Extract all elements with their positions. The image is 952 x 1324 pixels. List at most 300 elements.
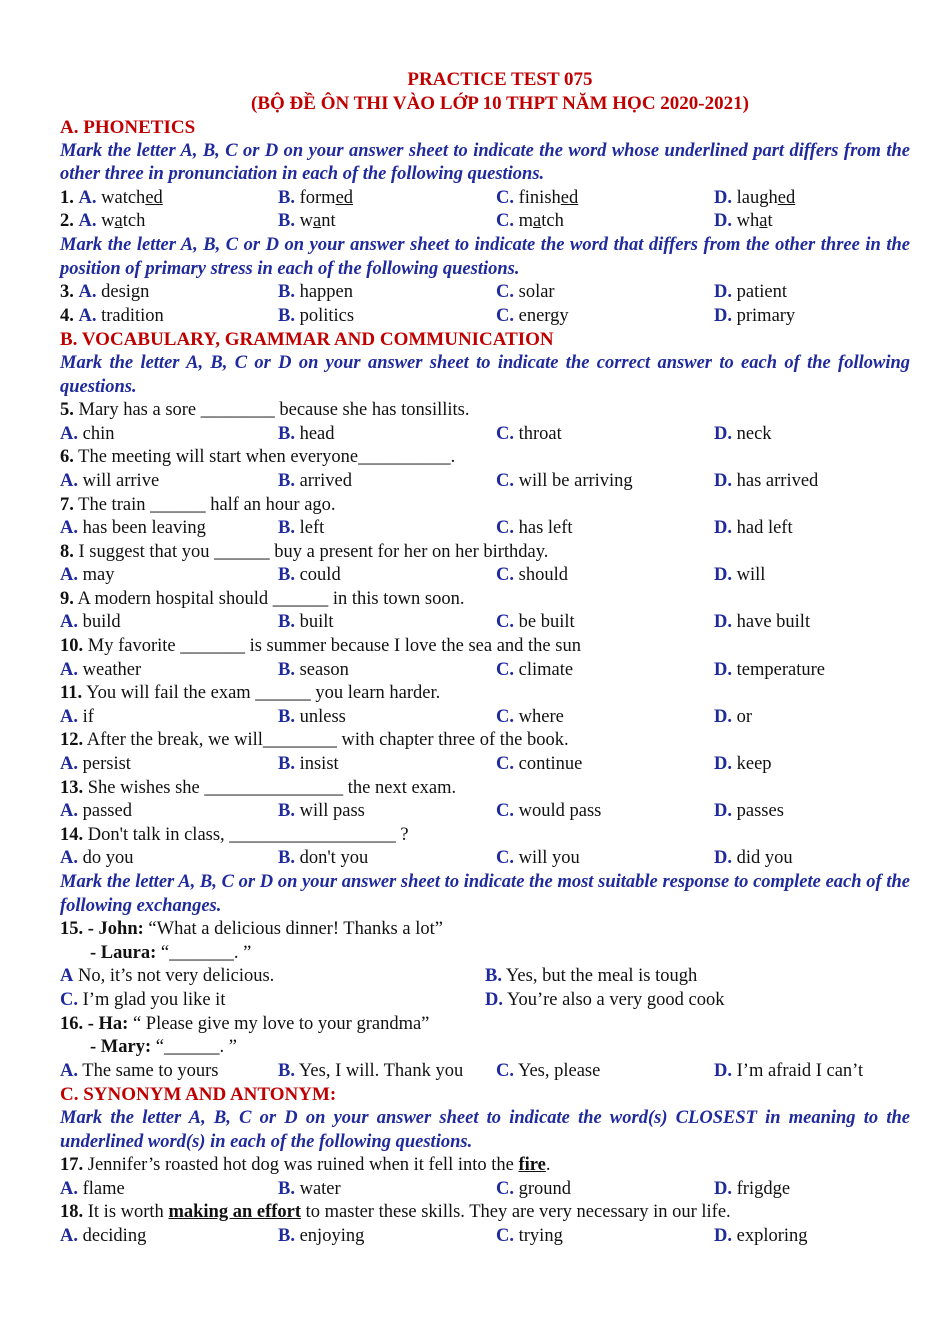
option-b[interactable]	[278, 517, 496, 541]
underlined-part: a	[312, 211, 322, 232]
question-number: 4.	[60, 305, 74, 326]
question-number: 14.	[60, 824, 84, 845]
option-text: happen	[299, 282, 354, 303]
question-11-stem	[60, 682, 910, 706]
option-c[interactable]	[496, 187, 714, 211]
question-text: The meeting will start when everyone__________.	[78, 447, 456, 468]
option-a[interactable]	[60, 517, 278, 541]
option-text: will arrive	[82, 470, 160, 491]
word-part: form	[299, 187, 336, 208]
question-4	[60, 305, 910, 329]
option-text: head	[299, 423, 335, 444]
option-label: A.	[60, 470, 78, 491]
option-d[interactable]	[714, 210, 773, 234]
option-c[interactable]	[496, 1225, 714, 1249]
option-text: has been leaving	[82, 518, 206, 539]
option-text: had left	[736, 518, 793, 539]
option-a[interactable]	[60, 210, 278, 234]
option-c[interactable]	[496, 847, 714, 871]
option-label: B.	[278, 801, 295, 822]
option-text: do you	[82, 848, 134, 869]
option-c[interactable]	[496, 470, 714, 494]
question-18-stem	[60, 1201, 910, 1225]
option-label: A.	[60, 848, 78, 869]
question-15-options-cd	[60, 989, 910, 1013]
dialogue-text: “______. ”	[151, 1037, 237, 1058]
question-number: 8.	[60, 541, 74, 562]
option-label: D.	[714, 754, 732, 775]
question-13-stem	[60, 777, 910, 801]
option-a[interactable]	[60, 965, 485, 989]
option-c[interactable]	[496, 423, 714, 447]
option-text: exploring	[736, 1225, 808, 1246]
option-a[interactable]	[60, 611, 278, 635]
word-part: watch	[101, 187, 146, 208]
option-text: politics	[299, 305, 355, 326]
option-a[interactable]	[60, 1060, 278, 1084]
option-text: I’m glad you like it	[82, 989, 226, 1010]
underlined-keyword: fire	[518, 1155, 546, 1176]
question-6-stem	[60, 446, 910, 470]
option-text: neck	[736, 423, 772, 444]
option-b[interactable]	[278, 1225, 496, 1249]
option-label: B.	[278, 754, 295, 775]
option-label: A.	[60, 706, 78, 727]
question-16-line-2	[60, 1036, 910, 1060]
option-d[interactable]	[714, 706, 752, 730]
question-16-line-1	[60, 1013, 910, 1037]
option-text: left	[299, 518, 325, 539]
option-b[interactable]	[278, 564, 496, 588]
option-label: C.	[496, 211, 514, 232]
speaker-name: - Ha:	[87, 1013, 129, 1034]
instruction-pronunciation: Mark the letter A, B, C or D on your answer sheet to indicate the word whose underlined part differs from the other three in pronunciation in each of the following questions.	[60, 140, 910, 185]
option-label: C.	[496, 282, 514, 303]
section-c-heading: C. SYNONYM AND ANTONYM:	[60, 1084, 337, 1106]
option-text: Yes, I will. Thank you	[298, 1060, 464, 1081]
instruction-closest: Mark the letter A, B, C or D on your answer sheet to indicate the word(s) CLOSEST in meaning to the underlined word(s) in each of the following questions.	[60, 1107, 910, 1152]
option-c[interactable]	[496, 706, 714, 730]
option-c[interactable]	[496, 611, 714, 635]
dialogue-text: “What a delicious dinner! Thanks a lot”	[143, 919, 443, 940]
question-8-stem	[60, 541, 910, 565]
option-label: B.	[278, 282, 295, 303]
option-b[interactable]	[278, 753, 496, 777]
option-c[interactable]	[496, 1178, 714, 1202]
option-a[interactable]	[60, 470, 278, 494]
option-d[interactable]	[714, 305, 795, 329]
option-c[interactable]	[496, 305, 714, 329]
option-label: C.	[496, 470, 514, 491]
option-text: climate	[518, 659, 574, 680]
option-label: C.	[496, 612, 514, 633]
question-9-stem	[60, 588, 910, 612]
option-text: frigdge	[736, 1178, 791, 1199]
option-a[interactable]	[60, 847, 278, 871]
option-c[interactable]	[496, 753, 714, 777]
option-label: D.	[714, 518, 732, 539]
option-c[interactable]	[496, 659, 714, 683]
option-text: energy	[518, 305, 569, 326]
option-label: D.	[714, 423, 732, 444]
option-text: throat	[518, 423, 562, 444]
option-text: enjoying	[299, 1225, 365, 1246]
section-b-heading: B. VOCABULARY, GRAMMAR AND COMMUNICATION	[60, 329, 554, 351]
instruction-stress: Mark the letter A, B, C or D on your answer sheet to indicate the word that differs from the other three in the position of primary stress in each of the following questions.	[60, 234, 910, 279]
word-part: laugh	[736, 187, 778, 208]
option-b[interactable]	[278, 706, 496, 730]
option-d[interactable]	[714, 517, 793, 541]
question-9-options	[60, 611, 910, 635]
option-b[interactable]	[278, 423, 496, 447]
option-a[interactable]	[60, 753, 278, 777]
option-text: solar	[518, 282, 555, 303]
option-c[interactable]	[496, 1060, 714, 1084]
underlined-part: ed	[335, 187, 354, 208]
question-text: After the break, we will________ with chapter three of the book.	[86, 730, 569, 751]
underlined-part: ed	[777, 187, 796, 208]
word-part: w	[101, 211, 115, 232]
option-c[interactable]	[496, 281, 714, 305]
option-d[interactable]	[714, 187, 795, 211]
option-text: would pass	[518, 801, 602, 822]
question-number: 10.	[60, 636, 84, 657]
option-label: D.	[714, 659, 732, 680]
option-text: unless	[299, 706, 346, 727]
question-text: to master these skills. They are very necessary in our life.	[301, 1202, 731, 1223]
option-b[interactable]	[278, 305, 496, 329]
question-number: 3.	[60, 282, 74, 303]
option-text: has arrived	[736, 470, 819, 491]
instruction-exchange: Mark the letter A, B, C or D on your answer sheet to indicate the most suitable response to complete each of the following exchanges.	[60, 872, 910, 916]
question-number: 1.	[60, 187, 74, 208]
option-label: A.	[60, 1060, 78, 1081]
question-12-options	[60, 753, 910, 777]
underlined-part: a	[759, 211, 768, 232]
speaker-name: - John:	[87, 919, 144, 940]
word-part: t	[767, 211, 773, 232]
question-number: 17.	[60, 1155, 84, 1176]
option-label: C.	[496, 706, 514, 727]
option-b[interactable]	[278, 210, 496, 234]
option-label: D.	[714, 1225, 732, 1246]
question-7-stem	[60, 494, 910, 518]
question-17-options	[60, 1178, 910, 1202]
question-number: 2.	[60, 211, 74, 232]
option-label: C.	[496, 848, 514, 869]
option-d[interactable]	[714, 611, 810, 635]
option-text: deciding	[82, 1225, 147, 1246]
option-label: D.	[485, 989, 503, 1010]
test-subtitle: (BỘ ĐỀ ÔN THI VÀO LỚP 10 THPT NĂM HỌC 2020-2021)	[251, 93, 749, 114]
option-label: C.	[496, 565, 514, 586]
option-a[interactable]	[60, 564, 278, 588]
question-1	[60, 187, 910, 211]
option-text: passed	[82, 801, 132, 822]
question-10-stem	[60, 635, 910, 659]
option-label: D.	[714, 470, 732, 491]
option-text: passes	[736, 801, 784, 822]
question-12-stem	[60, 729, 910, 753]
option-c[interactable]	[60, 989, 485, 1013]
option-label: A.	[60, 659, 78, 680]
option-text: arrived	[299, 470, 352, 491]
option-text: has left	[518, 518, 573, 539]
word-part: m	[518, 211, 534, 232]
question-14-stem	[60, 824, 910, 848]
option-label: A.	[60, 754, 78, 775]
question-15-line-2	[60, 942, 910, 966]
option-text: weather	[82, 659, 142, 680]
question-10-options	[60, 659, 910, 683]
option-text: Yes, but the meal is tough	[505, 966, 698, 987]
option-c[interactable]	[496, 210, 714, 234]
word-part: tch	[122, 211, 146, 232]
option-label: C.	[496, 1060, 514, 1081]
exam-page	[60, 68, 910, 1249]
option-c[interactable]	[496, 564, 714, 588]
option-text: have built	[736, 612, 811, 633]
option-a[interactable]	[60, 281, 278, 305]
word-part: nt	[321, 211, 336, 232]
question-number: 7.	[60, 494, 74, 515]
question-text: The train ______ half an hour ago.	[78, 494, 336, 515]
option-text: temperature	[736, 659, 825, 680]
option-b[interactable]	[278, 1178, 496, 1202]
question-2	[60, 210, 910, 234]
question-number: 13.	[60, 777, 84, 798]
option-b[interactable]	[278, 281, 496, 305]
option-d[interactable]	[714, 281, 787, 305]
option-a[interactable]	[60, 1178, 278, 1202]
option-b[interactable]	[278, 847, 496, 871]
option-text: tradition	[101, 305, 164, 326]
question-text: Jennifer’s roasted hot dog was ruined when it fell into the	[87, 1155, 519, 1176]
question-17-stem	[60, 1154, 910, 1178]
question-number: 6.	[60, 447, 74, 468]
question-text: My favorite _______ is summer because I love the sea and the sun	[87, 636, 581, 657]
question-text: She wishes she _______________ the next exam.	[87, 777, 457, 798]
option-d[interactable]	[714, 423, 772, 447]
section-a-heading: A. PHONETICS	[60, 117, 196, 138]
option-label: D.	[714, 801, 732, 822]
option-label: C.	[496, 1225, 514, 1246]
underlined-part: ed	[560, 187, 579, 208]
option-label: B.	[278, 659, 295, 680]
option-label: D.	[714, 565, 732, 586]
option-label: D.	[714, 211, 732, 232]
option-label: A.	[60, 612, 78, 633]
option-text: don't you	[299, 848, 369, 869]
option-a[interactable]	[60, 423, 278, 447]
option-text: I’m afraid I can’t	[736, 1060, 864, 1081]
option-text: did you	[736, 848, 793, 869]
question-11-options	[60, 706, 910, 730]
question-number: 15.	[60, 919, 84, 940]
option-text: should	[518, 565, 568, 586]
option-b[interactable]	[278, 800, 496, 824]
option-text: primary	[736, 305, 796, 326]
question-8-options	[60, 564, 910, 588]
option-label: A.	[78, 282, 97, 303]
dialogue-text: “_______. ”	[156, 942, 252, 963]
question-14-options	[60, 847, 910, 871]
underlined-part: ed	[145, 187, 163, 208]
option-a[interactable]	[60, 800, 278, 824]
option-d[interactable]	[714, 1225, 808, 1249]
option-b[interactable]	[278, 611, 496, 635]
dialogue-text: “ Please give my love to your grandma”	[128, 1013, 430, 1034]
question-15-line-1	[60, 918, 910, 942]
option-label: B.	[278, 518, 295, 539]
option-text: may	[82, 565, 115, 586]
option-a[interactable]	[60, 305, 278, 329]
option-label: C.	[496, 1178, 514, 1199]
option-text: keep	[736, 754, 772, 775]
question-13-options	[60, 800, 910, 824]
option-a[interactable]	[60, 706, 278, 730]
option-text: trying	[518, 1225, 563, 1246]
option-text: continue	[518, 754, 583, 775]
speaker-name: - Laura:	[90, 942, 157, 963]
option-label: A.	[60, 801, 78, 822]
option-label: B.	[278, 1225, 295, 1246]
question-3	[60, 281, 910, 305]
option-a[interactable]	[60, 659, 278, 683]
option-label: A.	[60, 1225, 78, 1246]
question-text: Mary has a sore ________ because she has tonsillits.	[78, 400, 470, 421]
word-part: w	[299, 211, 313, 232]
option-a[interactable]	[60, 187, 278, 211]
question-text: Don't talk in class, __________________ ?	[87, 824, 409, 845]
question-text: .	[545, 1155, 551, 1176]
option-label: C.	[496, 423, 514, 444]
option-text: flame	[82, 1178, 125, 1199]
option-label: D.	[714, 282, 732, 303]
option-d[interactable]	[714, 1060, 863, 1084]
option-text: The same to yours	[82, 1060, 219, 1081]
option-text: build	[82, 612, 121, 633]
option-text: will be arriving	[518, 470, 633, 491]
speaker-name: - Mary:	[90, 1037, 152, 1058]
underlined-keyword: making an effort	[168, 1202, 302, 1223]
option-b[interactable]	[278, 187, 496, 211]
option-text: chin	[82, 423, 115, 444]
option-label: C.	[496, 518, 514, 539]
option-d[interactable]	[714, 564, 765, 588]
option-b[interactable]	[278, 1060, 496, 1084]
option-label: B.	[278, 612, 295, 633]
option-c[interactable]	[496, 517, 714, 541]
question-text: It is worth	[87, 1202, 169, 1223]
option-c[interactable]	[496, 800, 714, 824]
question-text: You will fail the exam ______ you learn harder.	[86, 683, 441, 704]
option-label: D.	[714, 305, 732, 326]
option-d[interactable]	[714, 800, 784, 824]
option-text: will pass	[299, 801, 365, 822]
word-part: tch	[541, 211, 564, 232]
option-label: B.	[485, 966, 502, 987]
question-number: 9.	[60, 588, 74, 609]
option-d[interactable]	[714, 1178, 790, 1202]
option-d[interactable]	[714, 847, 793, 871]
option-label: D.	[714, 706, 732, 727]
option-label: B.	[278, 423, 295, 444]
option-text: or	[736, 706, 753, 727]
option-label: B.	[278, 211, 295, 232]
option-text: persist	[82, 754, 131, 775]
option-label: C.	[496, 305, 514, 326]
option-b[interactable]	[278, 470, 496, 494]
option-text: will	[736, 565, 766, 586]
option-text: Yes, please	[517, 1060, 601, 1081]
option-label: C.	[60, 989, 78, 1010]
option-label: D.	[714, 1178, 732, 1199]
option-text: ground	[518, 1178, 572, 1199]
option-label: B.	[278, 565, 295, 586]
option-label: B.	[278, 187, 295, 208]
option-label: B.	[278, 305, 295, 326]
word-part: finish	[518, 187, 561, 208]
question-15-options-ab	[60, 965, 910, 989]
option-label: B.	[278, 706, 295, 727]
question-18-options	[60, 1225, 910, 1249]
option-text: patient	[736, 282, 787, 303]
option-text: season	[299, 659, 349, 680]
option-d[interactable]	[714, 753, 772, 777]
question-number: 18.	[60, 1202, 84, 1223]
question-5-stem	[60, 399, 910, 423]
question-16-options	[60, 1060, 910, 1084]
option-text: if	[82, 706, 94, 727]
option-label: A.	[78, 187, 97, 208]
question-5-options	[60, 423, 910, 447]
option-label: A.	[60, 518, 78, 539]
question-number: 12.	[60, 730, 84, 751]
option-label: B.	[278, 1178, 295, 1199]
option-text: could	[299, 565, 341, 586]
option-label: B.	[278, 470, 295, 491]
option-d[interactable]	[714, 470, 818, 494]
option-text: No, it’s not very delicious.	[78, 966, 275, 987]
question-6-options	[60, 470, 910, 494]
option-label: A.	[60, 423, 78, 444]
option-text: will you	[518, 848, 580, 869]
option-a[interactable]	[60, 1225, 278, 1249]
instruction-correct-answer: Mark the letter A, B, C or D on your answer sheet to indicate the correct answer to each of the following questions.	[60, 352, 910, 397]
option-label: D.	[714, 1060, 732, 1081]
underlined-part: a	[114, 211, 123, 232]
option-label: D.	[714, 848, 732, 869]
option-label: C.	[496, 187, 514, 208]
option-label: A.	[78, 211, 97, 232]
question-text: I suggest that you ______ buy a present for her on her birthday.	[78, 541, 549, 562]
option-label: C.	[496, 659, 514, 680]
option-d[interactable]	[714, 659, 825, 683]
option-text: where	[518, 706, 564, 727]
option-label: A.	[78, 305, 97, 326]
option-label: A	[60, 966, 74, 987]
option-text: be built	[518, 612, 575, 633]
option-label: B.	[278, 1060, 295, 1081]
option-b[interactable]	[485, 965, 910, 989]
option-b[interactable]	[278, 659, 496, 683]
option-d[interactable]	[485, 989, 910, 1013]
question-7-options	[60, 517, 910, 541]
test-title: PRACTICE TEST 075	[407, 69, 593, 90]
underlined-part: a	[533, 211, 542, 232]
option-label: B.	[278, 848, 295, 869]
